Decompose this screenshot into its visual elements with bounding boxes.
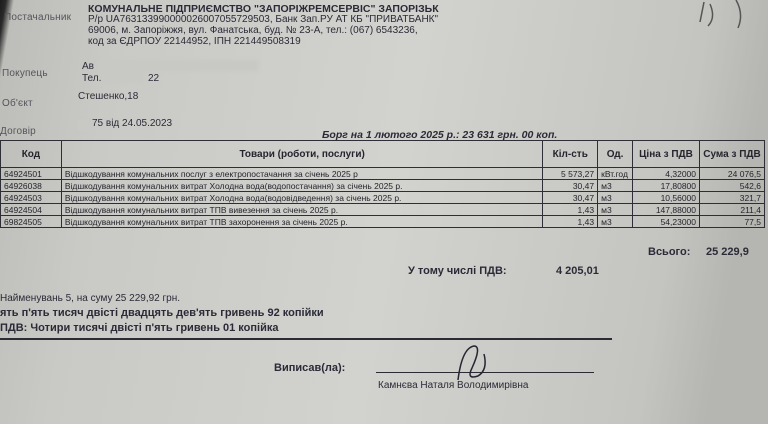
col-code: Код	[1, 141, 62, 168]
summary-vat-words: ПДВ: Чотири тисячі двісті п'ять гривень 01 копійка	[0, 322, 279, 334]
buyer-phone-label: Тел.	[82, 73, 102, 84]
redacted-name	[98, 60, 258, 71]
row-price: 147,88000	[632, 204, 699, 216]
col-goods: Товари (роботи, послуги)	[61, 141, 543, 168]
col-unit: Од.	[598, 141, 633, 168]
row-sum: 77,5	[700, 216, 765, 228]
row-sum: 211,4	[700, 204, 765, 216]
redacted-phone	[104, 72, 144, 83]
row-code: 64924501	[1, 168, 62, 180]
row-unit: м3	[598, 192, 633, 204]
buyer-phone-tail: 22	[148, 73, 160, 84]
table-row	[1, 216, 765, 228]
object-label: Об'єкт	[2, 98, 33, 109]
supplier-label: Постачальник	[4, 12, 72, 23]
supplier-codes: код за ЄДРПОУ 22144952, ІПН 221449508319	[88, 36, 301, 47]
row-code: 69824505	[1, 216, 62, 228]
row-name: Відшкодування комунальних витрат Холодна вода(водовідведення) за січень 2025 р.	[61, 192, 543, 204]
supplier-name: КОМУНАЛЬНЕ ПІДПРИЄМСТВО "ЗАПОРІЖРЕМСЕРВІС" ЗАПОРІЗЬК	[88, 3, 439, 15]
total-value: 25 229,9	[706, 246, 749, 258]
table-row	[1, 180, 765, 192]
row-price: 10,56000	[632, 192, 699, 204]
summary-words: ять п'ять тисяч двісті двадцять дев'ять гривень 92 копійки	[0, 307, 324, 319]
supplier-bank: Р/р UA763133990000026007055729503, Банк Зап.РУ АТ КБ "ПРИВАТБАНК"	[88, 14, 439, 25]
row-unit: м3	[598, 216, 633, 228]
table-row	[1, 204, 765, 216]
col-sum: Сума з ПДВ	[700, 141, 765, 168]
buyer-name: Ав	[82, 61, 94, 72]
row-qty: 1,43	[543, 216, 598, 228]
row-sum: 24 076,5	[700, 168, 765, 180]
items-table	[0, 140, 765, 228]
row-price: 4,32000	[632, 168, 699, 180]
row-name: Відшкодування комунальних витрат ТПВ вивезення за січень 2025 р.	[61, 204, 543, 216]
signature-name: Камнєва Наталя Володимирівна	[378, 380, 529, 391]
object-value: Стешенко,18	[78, 91, 139, 102]
row-code: 64926038	[1, 180, 62, 192]
row-code: 64924503	[1, 192, 62, 204]
contract-label: Договір	[0, 126, 36, 137]
row-qty: 5 573,27	[543, 168, 598, 180]
debt-line: Борг на 1 лютого 2025 р.: 23 631 грн. 00 коп.	[322, 129, 558, 141]
row-unit: м3	[598, 204, 633, 216]
row-unit: кВт.год	[598, 168, 633, 180]
table-row	[1, 192, 765, 204]
row-name: Відшкодування комунальних послуг з електропостачання за січень 2025 р	[61, 168, 543, 180]
total-label: Всього:	[648, 246, 691, 258]
signature-label: Виписав(ла):	[274, 362, 346, 374]
row-sum: 321,7	[700, 192, 765, 204]
row-name: Відшкодування комунальних витрат Холодна вода(водопостачання) за січень 2025 р.	[61, 180, 543, 192]
handwritten-mark	[696, 0, 766, 30]
row-price: 54,23000	[632, 216, 699, 228]
row-code: 64924504	[1, 204, 62, 216]
buyer-label: Покупець	[2, 68, 48, 79]
summary-count: Найменувань 5, на суму 25 229,92 грн.	[0, 293, 181, 304]
vat-label: У тому числі ПДВ:	[408, 265, 507, 277]
row-qty: 30,47	[543, 192, 598, 204]
supplier-address: 69006, м. Запоріжжя, вул. Фанатська, буд. № 23-А, тел.: (067) 6543236,	[88, 25, 418, 36]
row-sum: 542,6	[700, 180, 765, 192]
separator-line	[0, 338, 612, 340]
contract-value: 75 від 24.05.2023	[92, 118, 173, 129]
vat-value: 4 205,01	[556, 265, 599, 277]
col-price: Ціна з ПДВ	[632, 141, 699, 168]
row-qty: 1,43	[543, 204, 598, 216]
row-qty: 30,47	[543, 180, 598, 192]
table-header-row	[1, 141, 765, 168]
row-price: 17,80800	[632, 180, 699, 192]
row-name: Відшкодування комунальних витрат ТПВ захоронення за січень 2025 р.	[61, 216, 543, 228]
table-row	[1, 168, 765, 180]
col-qty: Кіл-сть	[543, 141, 598, 168]
redacted-contract	[78, 120, 88, 131]
row-unit: м3	[598, 180, 633, 192]
